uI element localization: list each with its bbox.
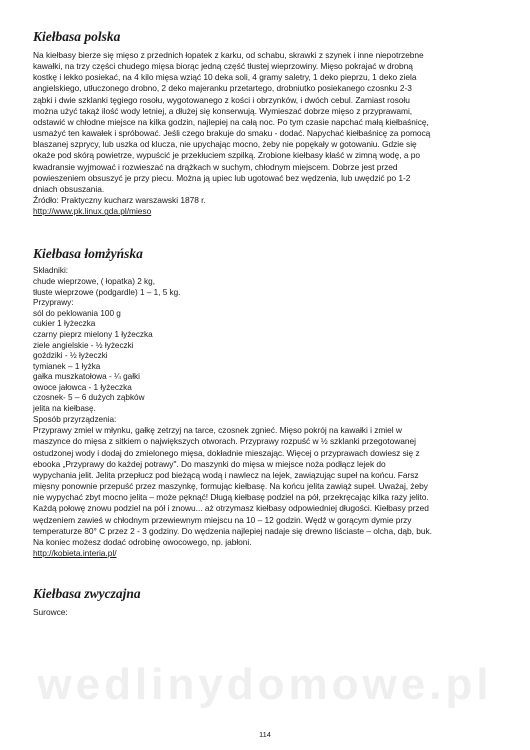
method-body (33, 425, 505, 559)
list-item: sól do peklowania 100 g (33, 308, 121, 318)
paragraph-line: ząbki i dwie szklanki tęgiego rosołu, wygotowanego z kości i obrzynków, i dwóch cebul. Zamiast rosołu (33, 94, 410, 105)
paragraph-line: maszyncе do mięsa z sitkiem o największych otworach. Przyprawy rozpuść w ½ szklanki przegotowanej (33, 436, 416, 447)
spices-heading: Przyprawy: (33, 298, 74, 308)
paragraph-line: angielskiego, utłuczonego drobno, 2 deko majeranku przetartego, drobniutko posiekanego czosnku 2-3 (33, 83, 412, 94)
section-title-kielbasa-lomzynska: Kiełbasa łomżyńska (33, 246, 143, 262)
document-page (33, 28, 505, 618)
paragraph-line: usmażyć ten kawałek i spróbować. Jeśli czego brakuje do smaku - dodać. Napychać kiełbaśnicę za pomocą (33, 128, 431, 139)
paragraph-line: wypychania jelit. Jelita przepłucz pod bieżącą wodą i nawlecz na lejek, zawiązując supeł na końcu. Farsz (33, 469, 419, 480)
list-item: owoce jałowca - 1 łyżeczka (33, 382, 132, 392)
surowce-heading: Surowce: (33, 607, 68, 618)
list-item: jelita na kiełbasę. (33, 404, 96, 414)
paragraph-line: dniach obsuszania. (33, 183, 105, 194)
page-number: 114 (259, 730, 271, 739)
list-item: czosnek- 5 – 6 dużych ząbków (33, 393, 145, 403)
paragraph-line: Na kiełbasy bierze się mięso z przednich łopatek z karku, od schabu, skrawki z szynek i inne niepotrzebne (33, 50, 424, 60)
paragraph-line: blaszanej szprycy, lub uszka od klucza, nie upychając mocno, żeby nie popękały w gotowaniu. Gdzie się (33, 139, 417, 150)
source-link[interactable]: http://www.pk.linux.gda.pl/mieso (33, 206, 152, 217)
paragraph-line: wędzeniem zawieś w chłodnym przewiewnym miejscu na 10 – 12 godzin. Wędź w gorącym dymie przy (33, 514, 412, 525)
ingredients-list (33, 266, 505, 425)
list-item: chude wieprzowe, ( łopatka) 2 kg, (33, 276, 155, 286)
paragraph-line: można użyć takąż ilość wody letniej, a dłużej się konserwują. Wymieszać dobrze mięso z przyprawami, (33, 105, 413, 116)
list-item: gałka muszkatołowa - ¼ gałki (33, 372, 140, 382)
paragraph-line: temperaturze 80° C przez 2 - 3 godziny. Do wędzenia najlepiej nadaje się drewno liściaste – olcha, dąb, buk. (33, 525, 432, 536)
paragraph-line: kostkę i lekko posiekać, na 4 kilo mięsa wziąć 10 deka soli, 4 gramy saletry, 1 deko pieprzu, 1 deko ziela (33, 72, 417, 83)
source-link[interactable]: http://kobieta.interia.pl/ (33, 547, 117, 558)
list-item: tymianek – 1 łyżka (33, 361, 101, 371)
list-item: tłuste wieprzowe (podgardle) 1 – 1, 5 kg. (33, 287, 181, 297)
paragraph-line: kwadransie wyjmować i rozwieszać na drążkach w suchym, chłodnym miejscem. Dobrze jest przed (33, 161, 398, 172)
paragraph-line: okaże pod skórą powietrze, wypuścić je przekłuciem szpilką. Zrobione kiełbasy kłaść w zimną wodę, a po (33, 150, 421, 161)
paragraph-line: Przyprawy zmiel w młynku, gałkę zetrzyj na tarce, czosnek zgnieć. Mięso pokrój na kawałki i zmiel w (33, 425, 402, 436)
watermark: wedlinydomowe.pl (37, 660, 493, 709)
paragraph-line: powieszeniem obsuszyć je przy piecu. Można ją upiec lub ugotować bez wędzenia, lub uwędzić po 1-2 (33, 172, 411, 183)
paragraph-line: ebooka „Przyprawy do każdej potrawy". Do maszynki do mięsa w miejsce noża podłącz lejek do (33, 458, 386, 469)
paragraph-line: ostudzonej wody i dodaj do zmielonego mięsa, dokładnie mieszając. Więcej o przyprawach dowiesz się z (33, 447, 420, 458)
list-item: czarny pieprz mielony 1 łyżeczka (33, 329, 153, 339)
list-item: ziele angielskie - ½ łyżeczki (33, 340, 134, 350)
list-item: goździki - ½ łyżeczki (33, 351, 108, 361)
section1-body (33, 50, 505, 217)
paragraph-line: Każdą połowę znowu podziel na pół i znowu... aż otrzymasz kiełbasy odpowiedniej długości. Kiełbasy przed (33, 503, 429, 514)
paragraph-line: kawałki, na trzy części chudego mięsa biorąc jedną część tłustej wieprzowiny. Mięso pokrajać w drobną (33, 61, 413, 72)
paragraph-line: mięsny ponownie przepuść przez maszynkę, formując kiełbasę. Na końcu jelita zawiąż supeł. Uważaj, żeby (33, 481, 428, 492)
ingredients-heading: Składniki: (33, 266, 69, 276)
section-title-kielbasa-zwyczajna: Kiełbasa zwyczajna (33, 586, 141, 602)
paragraph-line: odstawić w chłodne miejsce na kilka godzin, najlepiej na całą noc. Po tym czasie napchać małą kiełbaśnicę, (33, 116, 429, 127)
section-title-kielbasa-polska: Kiełbasa polska (33, 29, 121, 44)
paragraph-line: nie wypychać zbyt mocno jelita – może pęknąć! Długą kiełbasę podziel na pół, przekręcając kilka razy jelito. (33, 492, 429, 503)
paragraph-line: Na koniec możesz dodać odrobinę owocowego, np. jabłoni. (33, 536, 252, 547)
source-line: Źródło: Praktyczny kucharz warszawski 1878 r. (33, 195, 206, 206)
method-heading: Sposób przyrządzenia: (33, 414, 117, 424)
list-item: cukier 1 łyżeczka (33, 319, 96, 329)
